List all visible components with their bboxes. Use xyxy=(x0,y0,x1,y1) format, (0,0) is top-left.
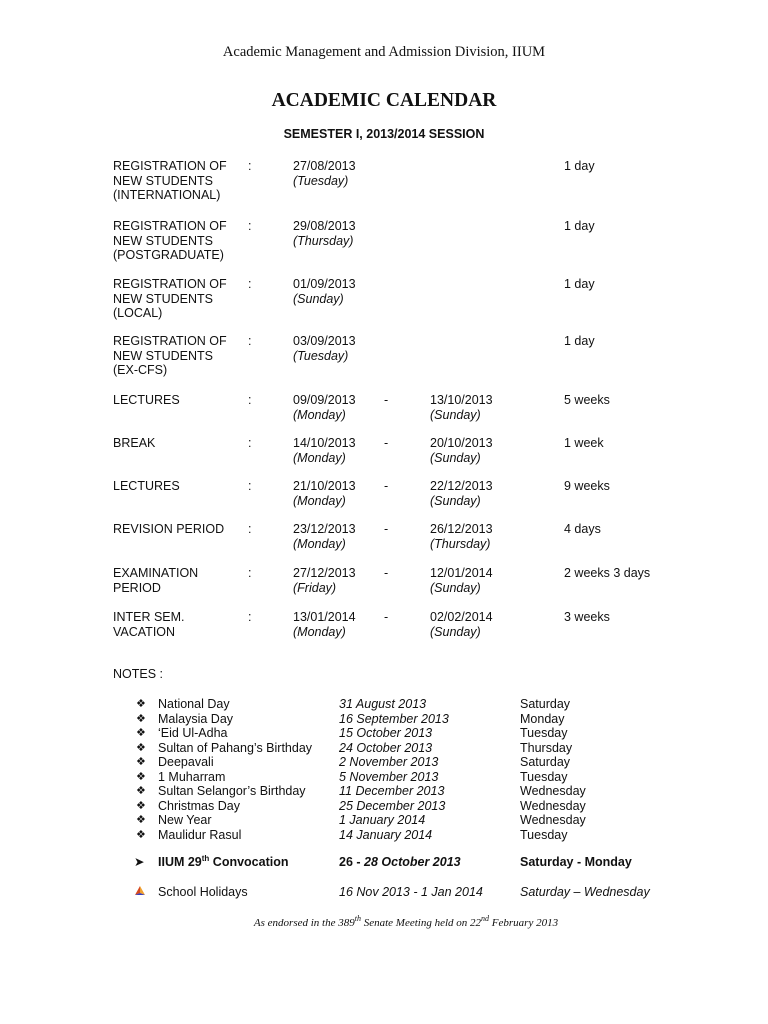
row-duration: 3 weeks xyxy=(564,610,610,624)
holiday-date: 15 October 2013 xyxy=(339,726,433,740)
row-dash: - xyxy=(384,393,389,407)
endorsement-footer: As endorsed in the 389th Senate Meeting held on 22nd February 2013 xyxy=(253,914,559,929)
row-colon: : xyxy=(248,566,252,580)
holiday-date: 24 October 2013 xyxy=(339,740,433,755)
holiday-name: Sultan Selangor’s Birthday xyxy=(158,784,306,798)
row-end: 02/02/2014 (Sunday) xyxy=(430,610,493,639)
diamond-bullet-icon: ❖ xyxy=(136,741,146,754)
pyramid-bullet-icon xyxy=(134,885,146,901)
row-colon: : xyxy=(248,610,252,624)
row-dash: - xyxy=(384,566,389,580)
holiday-date: 25 December 2013 xyxy=(339,798,446,813)
school-holidays-day: Saturday – Wednesday xyxy=(520,885,650,899)
holiday-name: 1 Muharram xyxy=(158,769,226,784)
row-start: 14/10/2013 (Monday) xyxy=(293,436,356,465)
holiday-name: Christmas Day xyxy=(158,798,240,813)
row-label: REGISTRATION OF NEW STUDENTS (EX-CFS) xyxy=(113,334,227,378)
row-label: INTER SEM. VACATION xyxy=(113,610,185,639)
notes-heading: NOTES : xyxy=(113,667,164,681)
convocation-date: 26 - 28 October 2013 xyxy=(339,855,461,869)
division-header: Academic Management and Admission Division, IIUM xyxy=(222,44,546,60)
row-end: 26/12/2013 (Thursday) xyxy=(430,522,493,551)
row-duration: 1 day xyxy=(564,334,595,348)
holiday-date: 11 December 2013 xyxy=(339,784,445,798)
holiday-name: National Day xyxy=(158,697,230,711)
holiday-day: Tuesday xyxy=(520,726,568,740)
diamond-bullet-icon: ❖ xyxy=(136,814,146,826)
convocation-name: IIUM 29th Convocation xyxy=(158,854,289,869)
row-dash: - xyxy=(384,610,389,624)
row-start: 27/08/2013 (Tuesday) xyxy=(293,159,356,188)
row-colon: : xyxy=(248,479,252,493)
row-start: 13/01/2014 (Monday) xyxy=(293,610,356,639)
holiday-name: Sultan of Pahang’s Birthday xyxy=(158,740,313,755)
school-holidays-date: 16 Nov 2013 - 1 Jan 2014 xyxy=(339,885,483,899)
row-start: 09/09/2013 (Monday) xyxy=(293,393,356,422)
diamond-bullet-icon: ❖ xyxy=(136,698,146,710)
row-colon: : xyxy=(248,277,252,291)
row-colon: : xyxy=(248,436,252,450)
diamond-bullet-icon: ❖ xyxy=(136,770,146,783)
holiday-day: Wednesday xyxy=(520,813,586,827)
semester-subtitle: SEMESTER I, 2013/2014 SESSION xyxy=(283,127,485,141)
holiday-day: Thursday xyxy=(520,740,573,755)
row-start: 21/10/2013 (Monday) xyxy=(293,479,356,508)
holiday-date: 5 November 2013 xyxy=(339,769,439,784)
row-start: 03/09/2013 (Tuesday) xyxy=(293,334,356,363)
holiday-day: Tuesday xyxy=(520,827,568,842)
row-end: 13/10/2013 (Sunday) xyxy=(430,393,493,422)
row-label: REVISION PERIOD xyxy=(113,522,225,536)
row-dash: - xyxy=(384,479,389,493)
holiday-date: 1 January 2014 xyxy=(339,813,426,827)
holiday-name: Malaysia Day xyxy=(158,711,234,726)
holiday-name: Maulidur Rasul xyxy=(158,827,242,842)
row-colon: : xyxy=(248,393,252,407)
page-title: ACADEMIC CALENDAR xyxy=(271,90,497,111)
holiday-date: 14 January 2014 xyxy=(339,827,433,842)
diamond-bullet-icon: ❖ xyxy=(136,727,146,739)
row-label: EXAMINATION PERIOD xyxy=(113,566,199,595)
convocation-day: Saturday - Monday xyxy=(520,855,632,869)
row-dash: - xyxy=(384,522,389,536)
diamond-bullet-icon: ❖ xyxy=(136,785,146,797)
holiday-day: Saturday xyxy=(520,755,571,769)
row-start: 27/12/2013 (Friday) xyxy=(293,566,356,595)
row-colon: : xyxy=(248,159,252,173)
row-duration: 1 week xyxy=(564,436,604,450)
row-end: 12/01/2014 (Sunday) xyxy=(430,566,493,595)
diamond-bullet-icon: ❖ xyxy=(136,828,146,841)
row-duration: 1 day xyxy=(564,219,595,233)
row-label: REGISTRATION OF NEW STUDENTS (INTERNATIONAL) xyxy=(113,159,227,203)
row-duration: 1 day xyxy=(564,159,595,173)
holiday-date: 2 November 2013 xyxy=(339,755,439,769)
row-start: 29/08/2013 (Thursday) xyxy=(293,219,356,248)
row-label: BREAK xyxy=(113,436,156,450)
holiday-name: Deepavali xyxy=(158,755,214,769)
row-duration: 9 weeks xyxy=(564,479,610,493)
row-label: LECTURES xyxy=(113,393,180,407)
holiday-date: 31 August 2013 xyxy=(339,697,427,711)
row-start: 01/09/2013 (Sunday) xyxy=(293,277,356,306)
row-start: 23/12/2013 (Monday) xyxy=(293,522,356,551)
school-holidays-name: School Holidays xyxy=(158,885,248,899)
row-end: 22/12/2013 (Sunday) xyxy=(430,479,493,508)
arrow-bullet-icon: ➤ xyxy=(134,855,145,869)
row-label: LECTURES xyxy=(113,479,180,493)
row-colon: : xyxy=(248,334,252,348)
holiday-date: 16 September 2013 xyxy=(339,711,449,726)
holiday-day: Tuesday xyxy=(520,769,568,784)
row-end: 20/10/2013 (Sunday) xyxy=(430,436,493,465)
row-colon: : xyxy=(248,522,252,536)
row-duration: 5 weeks xyxy=(564,393,610,407)
row-duration: 4 days xyxy=(564,522,601,536)
row-colon: : xyxy=(248,219,252,233)
holiday-day: Saturday xyxy=(520,697,571,711)
holiday-day: Wednesday xyxy=(520,784,586,798)
row-label: REGISTRATION OF NEW STUDENTS (POSTGRADUATE) xyxy=(113,219,227,263)
diamond-bullet-icon: ❖ xyxy=(136,756,146,768)
row-duration: 1 day xyxy=(564,277,595,291)
row-dash: - xyxy=(384,436,389,450)
diamond-bullet-icon: ❖ xyxy=(136,799,146,812)
diamond-bullet-icon: ❖ xyxy=(136,712,146,725)
holiday-day: Monday xyxy=(520,711,565,726)
holiday-day: Wednesday xyxy=(520,798,586,813)
row-duration: 2 weeks 3 days xyxy=(564,566,651,580)
holiday-name: New Year xyxy=(158,813,212,827)
row-label: REGISTRATION OF NEW STUDENTS (LOCAL) xyxy=(113,277,227,321)
holiday-name: ‘Eid Ul-Adha xyxy=(158,726,228,740)
